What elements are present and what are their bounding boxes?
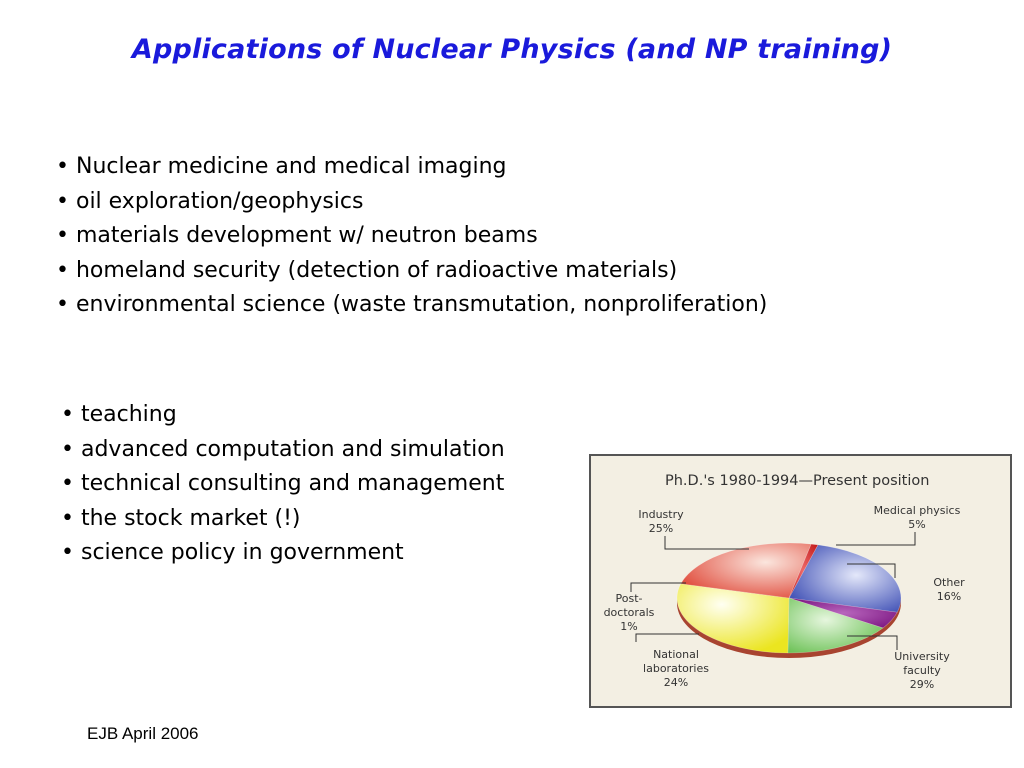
slice-label-national-laboratories: National laboratories 24% xyxy=(643,648,709,689)
chart-title: Ph.D.'s 1980-1994—Present position xyxy=(665,473,930,489)
leader-line-industry xyxy=(665,536,749,549)
application-item: • materials development w/ neutron beams xyxy=(56,219,767,254)
application-item: • oil exploration/geophysics xyxy=(56,185,767,220)
career-item: • science policy in government xyxy=(61,536,505,571)
slice-label-industry: Industry 25% xyxy=(638,508,684,535)
leader-line-medical-physics xyxy=(836,532,915,545)
career-item: • the stock market (!) xyxy=(61,502,505,537)
applications-list xyxy=(56,150,767,323)
pie-slices xyxy=(677,543,901,658)
slice-label-university-faculty: University faculty 29% xyxy=(894,650,950,691)
career-item: • technical consulting and management xyxy=(61,467,505,502)
application-item: • environmental science (waste transmutation, nonproliferation) xyxy=(56,288,767,323)
slice-label-post-doctorals: Post-doctorals 1% xyxy=(603,592,655,633)
leader-line-national-laboratories xyxy=(636,634,699,642)
application-item: • homeland security (detection of radioactive materials) xyxy=(56,254,767,289)
slide-title: Applications of Nuclear Physics (and NP training) xyxy=(131,34,893,65)
footer-text: EJB April 2006 xyxy=(87,724,199,743)
career-item: • advanced computation and simulation xyxy=(61,433,505,468)
pie-chart-svg xyxy=(591,456,1010,706)
slice-label-medical-physics: Medical physics 5% xyxy=(873,504,961,531)
slice-label-other: Other 16% xyxy=(933,576,965,603)
application-item: • Nuclear medicine and medical imaging xyxy=(56,150,767,185)
careers-list xyxy=(61,398,505,571)
career-item: • teaching xyxy=(61,398,505,433)
phd-position-pie-chart xyxy=(589,454,1012,708)
